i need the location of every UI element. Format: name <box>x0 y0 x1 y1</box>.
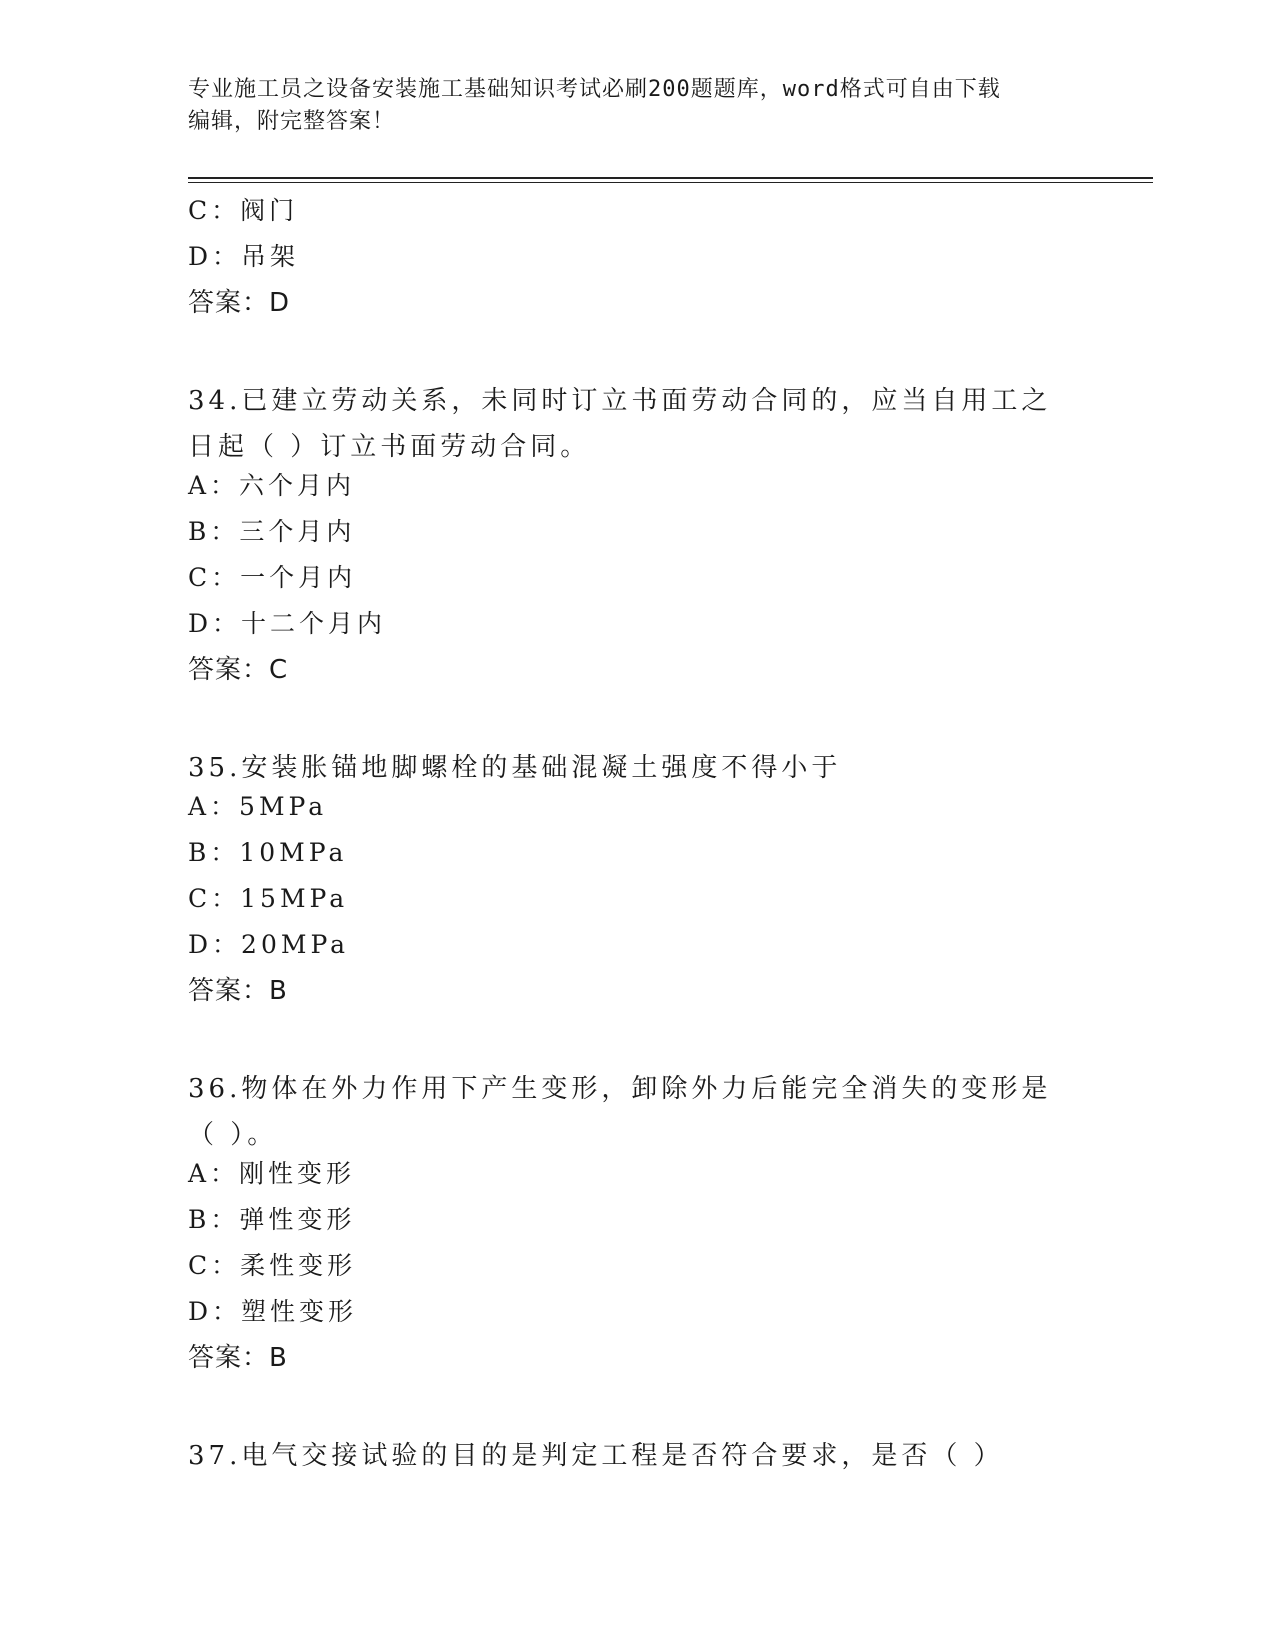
option-d: D：20MPa <box>188 930 350 959</box>
spacer <box>188 333 1088 378</box>
question-stem: 34.已建立劳动关系，未同时订立书面劳动合同的，应当自用工之日起（ ）订立书面劳动合同。 <box>188 386 1052 462</box>
option-b: B：三个月内 <box>188 517 356 546</box>
header-line-1: 专业施工员之设备安装施工基础知识考试必刷200题题库，word格式可自由下载 <box>188 77 1001 102</box>
option-d: D：吊架 <box>188 242 300 271</box>
question-block-37 <box>188 1433 1088 1479</box>
spacer <box>188 1021 1088 1066</box>
answer-line: 答案：D <box>188 288 291 318</box>
option-d: D：塑性变形 <box>188 1297 358 1326</box>
option-d: D：十二个月内 <box>188 609 387 638</box>
document-header <box>188 74 1088 138</box>
spacer <box>188 1388 1088 1433</box>
question-stem: 35.安装胀锚地脚螺栓的基础混凝土强度不得小于 <box>188 753 842 783</box>
header-divider-thick <box>188 177 1153 179</box>
header-line-2: 编辑，附完整答案！ <box>188 109 396 134</box>
option-c: C：15MPa <box>188 884 349 913</box>
question-block-34 <box>188 378 1088 700</box>
option-c: C：柔性变形 <box>188 1251 357 1280</box>
answer-line: 答案：C <box>188 655 289 685</box>
spacer <box>188 700 1088 745</box>
option-a: A：刚性变形 <box>188 1159 356 1188</box>
question-block-35 <box>188 745 1088 1021</box>
question-stem: 36.物体在外力作用下产生变形，卸除外力后能完全消失的变形是（ ）。 <box>188 1074 1052 1150</box>
answer-line: 答案：B <box>188 1343 288 1373</box>
option-b: B：10MPa <box>188 838 348 867</box>
option-b: B：弹性变形 <box>188 1205 356 1234</box>
question-block-36 <box>188 1066 1088 1388</box>
option-c: C：阀门 <box>188 196 299 225</box>
prev-question-block <box>188 195 1088 333</box>
answer-line: 答案：B <box>188 976 288 1006</box>
option-c: C：一个月内 <box>188 563 357 592</box>
question-content <box>188 195 1088 1479</box>
question-stem: 37.电气交接试验的目的是判定工程是否符合要求，是否（ ） <box>188 1441 1004 1471</box>
header-divider-thin <box>188 182 1153 183</box>
option-a: A：六个月内 <box>188 471 356 500</box>
option-a: A：5MPa <box>188 792 328 821</box>
